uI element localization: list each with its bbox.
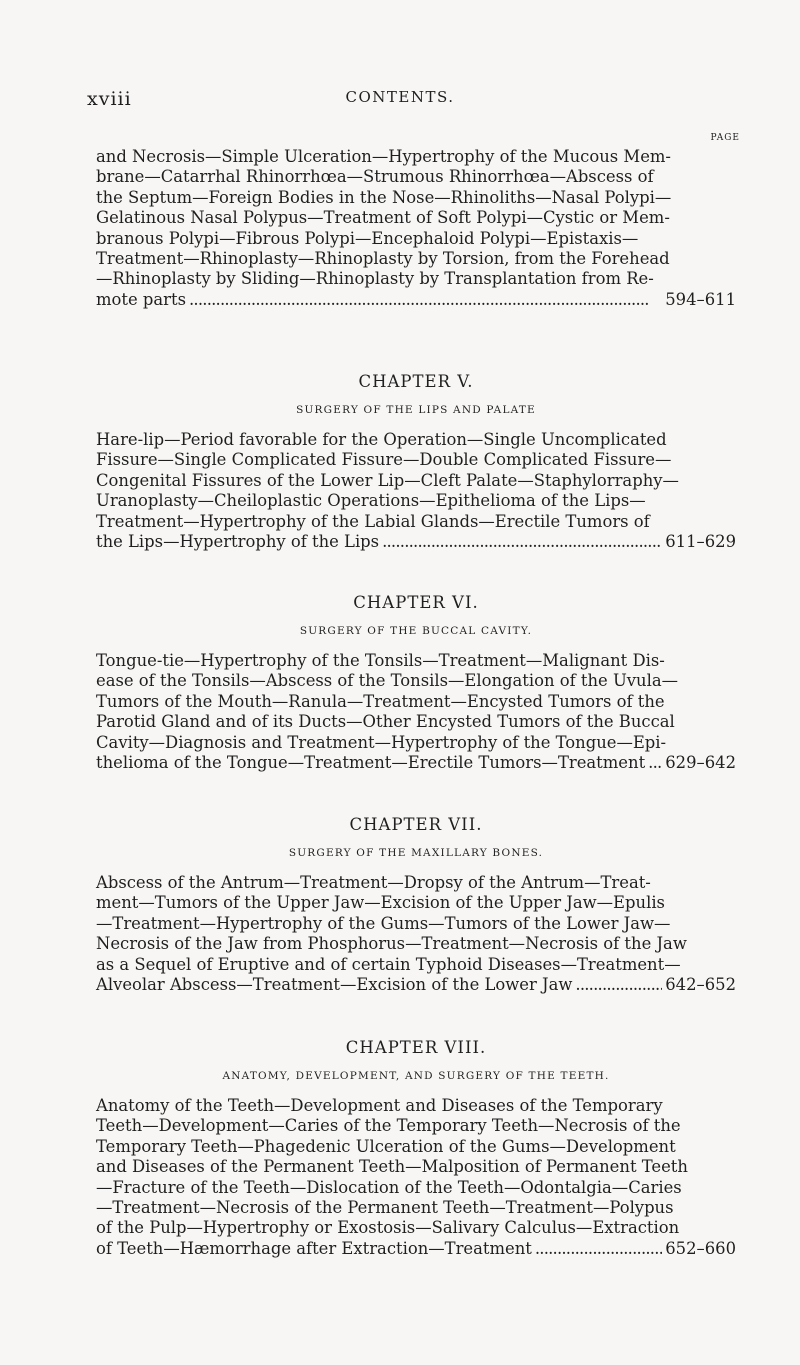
page-range: 629–642 [665, 753, 736, 773]
entry-last-line-text: the Lips—Hypertrophy of the Lips [96, 532, 380, 552]
page-range: 652–660 [665, 1238, 736, 1258]
entry-last-line-text: Alveolar Abscess—Treatment—Excision of the Lower Jaw [96, 975, 573, 995]
entry-line: branous Polypi—Fibrous Polypi—Encephaloid Polypi—Epistaxis— [96, 228, 639, 248]
entry-line: Parotid Gland and of its Ducts—Other Encysted Tumors of the Buccal [96, 712, 675, 732]
entry-line: Anatomy of the Teeth—Development and Diseases of the Temporary [96, 1096, 663, 1115]
entry-line: Hare-lip—Period favorable for the Operation—Single Uncomplicated [96, 430, 667, 449]
contents-entry-continued [96, 147, 736, 310]
entry-line: Cavity—Diagnosis and Treatment—Hypertrophy of the Tongue—Epi- [96, 732, 667, 752]
running-head [0, 88, 800, 112]
dot-leader [189, 290, 662, 310]
page-range: 642–652 [665, 975, 736, 995]
entry-line: of the Pulp—Hypertrophy or Exostosis—Salivary Calculus—Extraction [96, 1218, 680, 1238]
entry-last-line-text: of Teeth—Hæmorrhage after Extraction—Treatment [96, 1238, 532, 1258]
chapter-heading: CHAPTER V. [358, 372, 474, 391]
chapter-viii [96, 1038, 736, 1259]
entry-line: —Treatment—Hypertrophy of the Gums—Tumors of the Lower Jaw— [96, 913, 671, 933]
page-title: CONTENTS. [345, 88, 455, 106]
chapter-v [96, 372, 736, 552]
dot-leader [575, 975, 662, 995]
page-number: xviii [87, 88, 132, 110]
entry-line: Tumors of the Mouth—Ranula—Treatment—Encysted Tumors of the [96, 691, 665, 711]
entry-line: Necrosis of the Jaw from Phosphorus—Treatment—Necrosis of the Jaw [96, 934, 687, 954]
chapter-contents [96, 651, 736, 773]
chapter-contents [96, 873, 736, 995]
entry-last-line [96, 753, 736, 773]
entry-line: and Necrosis—Simple Ulceration—Hypertrophy of the Mucous Mem- [96, 147, 671, 166]
chapter-subtitle: SURGERY OF THE LIPS AND PALATE [296, 404, 536, 416]
entry-line: ease of the Tonsils—Abscess of the Tonsils—Elongation of the Uvula— [96, 671, 678, 691]
chapter-heading: CHAPTER VII. [349, 815, 483, 834]
chapter-vi [96, 593, 736, 773]
entry-last-line [96, 1239, 736, 1259]
dot-leader [535, 1239, 662, 1259]
entry-line: Treatment—Rhinoplasty—Rhinoplasty by Torsion, from the Forehead [96, 249, 670, 269]
entry-line: and Diseases of the Permanent Teeth—Malposition of Permanent Teeth [96, 1157, 688, 1177]
entry-line: Tongue-tie—Hypertrophy of the Tonsils—Treatment—Malignant Dis- [96, 651, 665, 670]
entry-line: —Fracture of the Teeth—Dislocation of the Teeth—Odontalgia—Caries [96, 1177, 682, 1197]
entry-line: the Septum—Foreign Bodies in the Nose—Rhinoliths—Nasal Polypi— [96, 187, 672, 207]
entry-line: ment—Tumors of the Upper Jaw—Excision of the Upper Jaw—Epulis [96, 893, 665, 913]
dot-leader [382, 532, 662, 552]
dot-leader [648, 753, 662, 773]
entry-line: Abscess of the Antrum—Treatment—Dropsy of the Antrum—Treat- [96, 873, 651, 892]
chapter-vii [96, 815, 736, 995]
entry-line: brane—Catarrhal Rhinorrhœa—Strumous Rhinorrhœa—Abscess of [96, 167, 654, 187]
entry-last-line [96, 290, 736, 310]
entry-last-line-text: thelioma of the Tongue—Treatment—Erectile Tumors—Treatment [96, 753, 646, 773]
page-range: 611–629 [665, 532, 736, 552]
chapter-contents [96, 430, 736, 552]
entry-line: Congenital Fissures of the Lower Lip—Cleft Palate—Staphylorraphy— [96, 470, 679, 490]
entry-line: Teeth—Development—Caries of the Temporary Teeth—Necrosis of the [96, 1116, 681, 1136]
chapter-contents [96, 1096, 736, 1259]
entry-line: —Rhinoplasty by Sliding—Rhinoplasty by Transplantation from Re- [96, 269, 654, 289]
entry-last-line [96, 532, 736, 552]
entry-line: Gelatinous Nasal Polypus—Treatment of Soft Polypi—Cystic or Mem- [96, 208, 670, 228]
entry-last-line-text: mote parts [96, 289, 187, 309]
page-column-label: PAGE [710, 133, 740, 143]
entry-line: Treatment—Hypertrophy of the Labial Glands—Erectile Tumors of [96, 511, 650, 531]
entry-line: Fissure—Single Complicated Fissure—Double Complicated Fissure— [96, 450, 672, 470]
entry-line: as a Sequel of Eruptive and of certain Typhoid Diseases—Treatment— [96, 954, 681, 974]
entry-line: Uranoplasty—Cheiloplastic Operations—Epithelioma of the Lips— [96, 491, 646, 511]
entry-line: Temporary Teeth—Phagedenic Ulceration of the Gums—Development [96, 1136, 676, 1156]
chapter-heading: CHAPTER VIII. [345, 1038, 487, 1057]
chapter-subtitle: ANATOMY, DEVELOPMENT, AND SURGERY OF THE TEETH. [222, 1070, 610, 1082]
page-range: 594–611 [665, 289, 736, 309]
entry-last-line [96, 975, 736, 995]
entry-line: —Treatment—Necrosis of the Permanent Teeth—Treatment—Polypus [96, 1198, 674, 1218]
chapter-subtitle: SURGERY OF THE MAXILLARY BONES. [288, 847, 544, 859]
chapter-subtitle: SURGERY OF THE BUCCAL CAVITY. [299, 625, 533, 637]
chapter-heading: CHAPTER VI. [353, 593, 479, 612]
